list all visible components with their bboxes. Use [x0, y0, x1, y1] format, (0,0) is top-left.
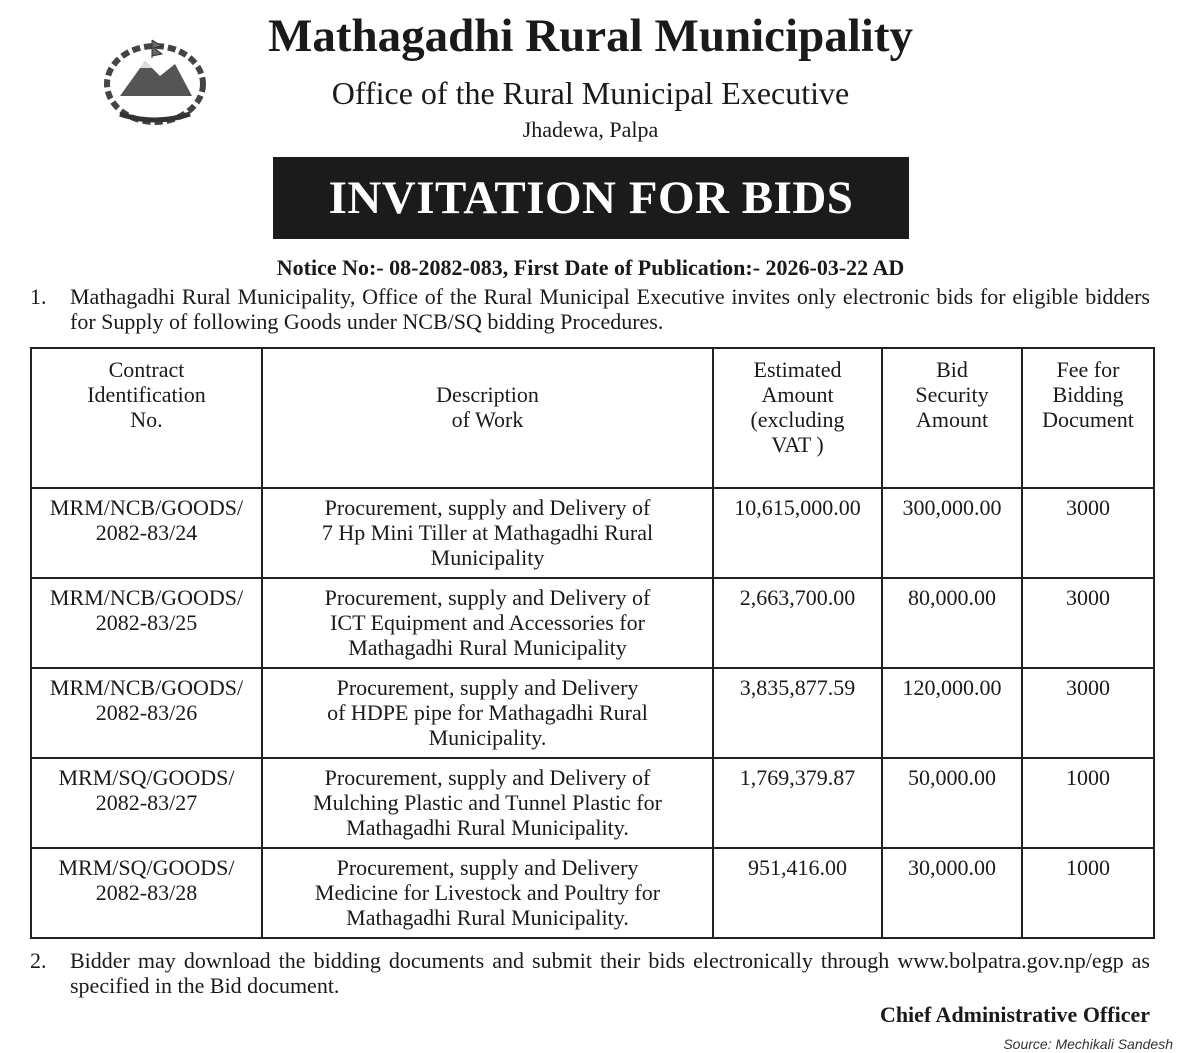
cell-estimated-amount: 10,615,000.00: [713, 488, 882, 578]
table-row: [31, 668, 1154, 758]
table-row: [31, 758, 1154, 848]
cell-contract-id: MRM/NCB/GOODS/ 2082-83/25: [31, 578, 262, 668]
table-header-row: [31, 348, 1154, 488]
header-estimated-amount: Estimated Amount (excluding VAT ): [713, 348, 882, 488]
cell-estimated-amount: 2,663,700.00: [713, 578, 882, 668]
cell-fee: 3000: [1022, 488, 1154, 578]
cell-bid-security: 120,000.00: [882, 668, 1022, 758]
banner-text: INVITATION FOR BIDS: [328, 172, 854, 224]
paragraph-number: 2.: [30, 948, 47, 973]
source-credit: Source: Mechikali Sandesh: [1003, 1036, 1173, 1052]
cell-contract-id: MRM/SQ/GOODS/ 2082-83/28: [31, 848, 262, 938]
cell-fee: 3000: [1022, 578, 1154, 668]
cell-description: Procurement, supply and Delivery Medicine for Livestock and Poultry for Mathagadhi Rural Municipality.: [262, 848, 713, 938]
paragraph-2: [30, 948, 1150, 998]
cell-estimated-amount: 951,416.00: [713, 848, 882, 938]
cell-description: Procurement, supply and Delivery of HDPE pipe for Mathagadhi Rural Municipality.: [262, 668, 713, 758]
cell-contract-id: MRM/NCB/GOODS/ 2082-83/26: [31, 668, 262, 758]
invitation-banner: [273, 157, 909, 239]
municipality-title: Mathagadhi Rural Municipality: [267, 10, 913, 62]
table-row: [31, 488, 1154, 578]
header-fee: Fee for Bidding Document: [1022, 348, 1154, 488]
cell-estimated-amount: 1,769,379.87: [713, 758, 882, 848]
paragraph-text: Bidder may download the bidding documents and submit their bids electronically through www.bolpatra.gov.np/egp as specified in the Bid document.: [70, 948, 1150, 998]
cell-bid-security: 300,000.00: [882, 488, 1022, 578]
lower-section: [30, 347, 1173, 1053]
bids-table: [30, 347, 1155, 939]
office-subtitle: Office of the Rural Municipal Executive: [331, 75, 850, 111]
cell-estimated-amount: 3,835,877.59: [713, 668, 882, 758]
cell-description: Procurement, supply and Delivery of Mulching Plastic and Tunnel Plastic for Mathagadhi Rural Municipality.: [262, 758, 713, 848]
table-row: [31, 578, 1154, 668]
cell-contract-id: MRM/SQ/GOODS/ 2082-83/27: [31, 758, 262, 848]
location: Jhadewa, Palpa: [522, 117, 659, 142]
table-row: [31, 848, 1154, 938]
cell-bid-security: 50,000.00: [882, 758, 1022, 848]
cell-description: Procurement, supply and Delivery of 7 Hp Mini Tiller at Mathagadhi Rural Municipality: [262, 488, 713, 578]
cell-contract-id: MRM/NCB/GOODS/ 2082-83/24: [31, 488, 262, 578]
cell-description: Procurement, supply and Delivery of ICT Equipment and Accessories for Mathagadhi Rural Municipality: [262, 578, 713, 668]
cell-bid-security: 30,000.00: [882, 848, 1022, 938]
cell-bid-security: 80,000.00: [882, 578, 1022, 668]
cell-fee: 1000: [1022, 758, 1154, 848]
notice-line: Notice No:- 08-2082-083, First Date of Publication:- 2026-03-22 AD: [276, 255, 905, 280]
paragraph-number: 1.: [30, 284, 47, 309]
header-description: Description of Work: [262, 348, 713, 488]
signatory: Chief Administrative Officer: [879, 1002, 1150, 1027]
cell-fee: 3000: [1022, 668, 1154, 758]
header-bid-security: Bid Security Amount: [882, 348, 1022, 488]
paragraph-1: [30, 284, 1150, 334]
cell-fee: 1000: [1022, 848, 1154, 938]
paragraph-text: Mathagadhi Rural Municipality, Office of the Rural Municipal Executive invites only electronic bids for eligible bidders for Supply of following Goods under NCB/SQ bidding Procedures.: [70, 284, 1150, 334]
header-contract-id: Contract Identification No.: [31, 348, 262, 488]
